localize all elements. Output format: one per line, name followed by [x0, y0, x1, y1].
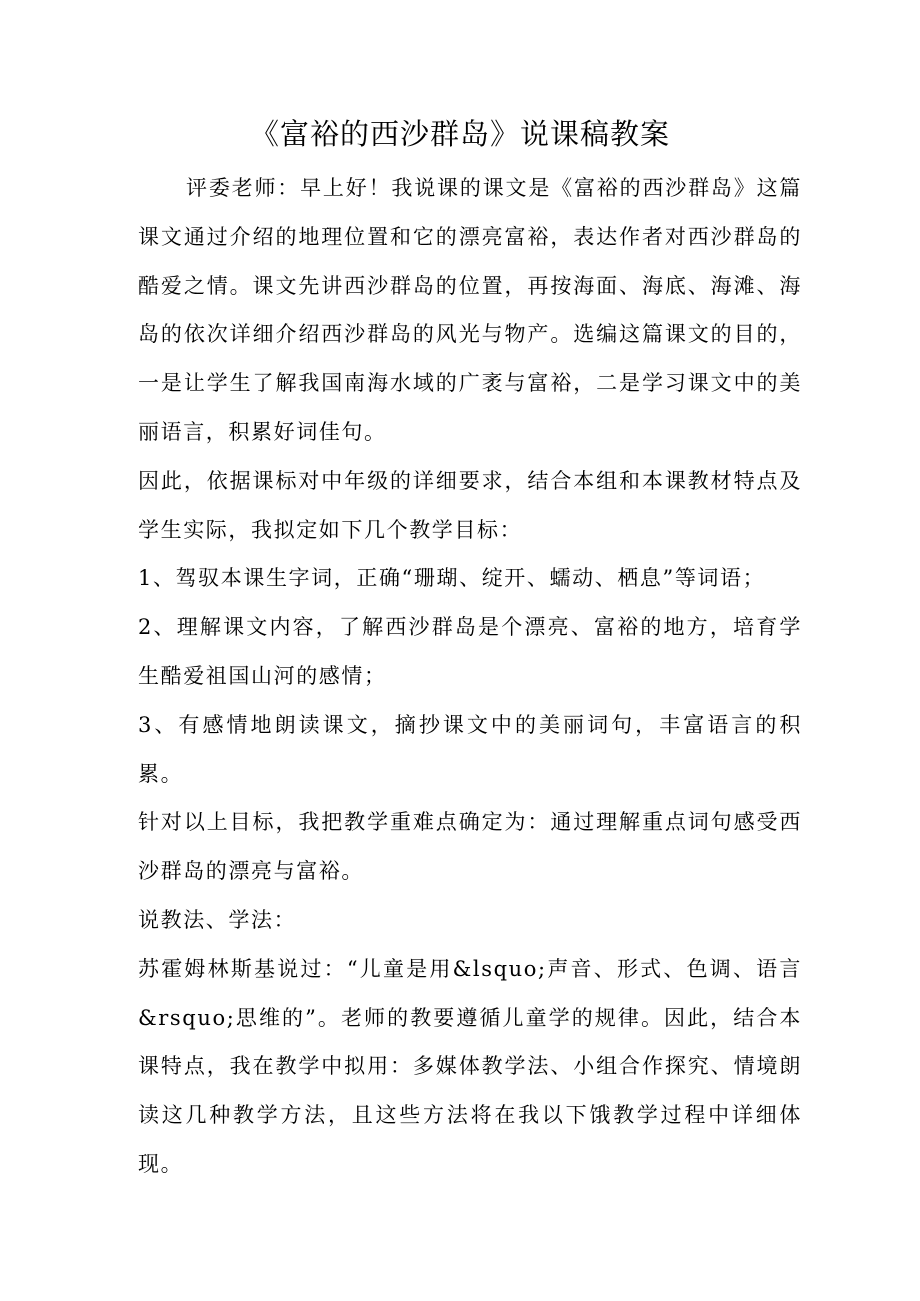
paragraph-goal-2: 2、理解课文内容，了解西沙群岛是个漂亮、富裕的地方，培育学生酷爱祖国山河的感情；: [138, 615, 802, 688]
paragraph-goals-lead: 因此，依据课标对中年级的详细要求，结合本组和本课教材特点及学生实际，我拟定如下几个教学目标：: [138, 468, 802, 542]
document-body: [138, 164, 802, 1189]
paragraph-intro: 评委老师：早上好！我说课的课文是《富裕的西沙群岛》这篇课文通过介绍的地理位置和它的漂亮富裕，表达作者对西沙群岛的酷爱之情。课文先讲西沙群岛的位置，再按海面、海底、海滩、海岛的依次详细介绍西沙群岛的风光与物产。选编这篇课文的目的，一是让学生了解我国南海水域的广袤与富裕，二是学习课文中的美丽语言，积累好词佳句。: [138, 176, 802, 444]
paragraph-key-points: 针对以上目标，我把教学重难点确定为：通过理解重点词句感受西沙群岛的漂亮与富裕。: [138, 810, 802, 884]
document-title: 《富裕的西沙群岛》说课稿教案: [249, 117, 670, 151]
paragraph-methods-heading: 说教法、学法：: [138, 907, 297, 932]
paragraph-goal-3: 3、有感情地朗读课文，摘抄课文中的美丽词句，丰富语言的积累。: [138, 712, 802, 786]
paragraph-methods: 苏霍姆林斯基说过：“儿童是用&lsquo;声音、形式、色调、语言&rsquo;思维的”。老师的教要遵循儿童学的规律。因此，结合本课特点，我在教学中拟用：多媒体教学法、小组合作探究、情境朗读这几种教学方法，且这些方法将在我以下饿教学过程中详细体现。: [138, 956, 802, 1176]
paragraph-goal-1: 1、驾驭本课生字词，正确“珊瑚、绽开、蠕动、栖息”等词语；: [138, 566, 766, 591]
